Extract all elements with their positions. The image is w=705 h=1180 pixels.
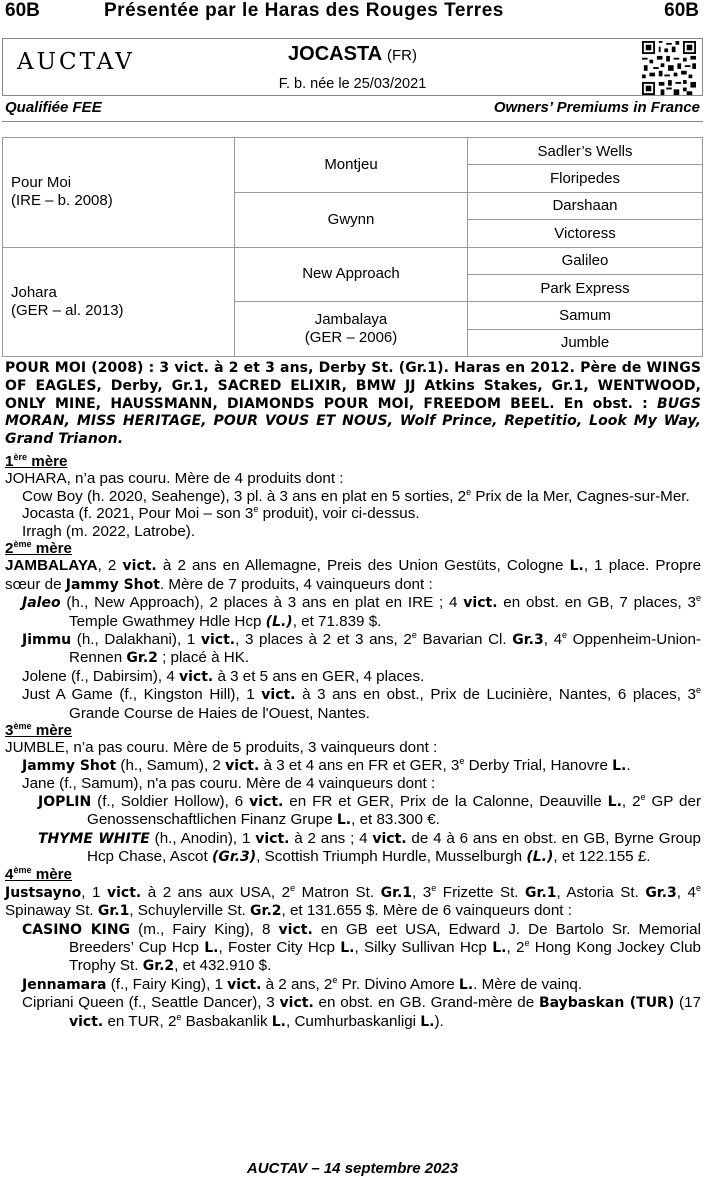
pedigree-g3-4: Victoress — [468, 220, 703, 247]
horse-name — [3, 43, 702, 66]
fourth-dam-intro: Justsayno, 1 vict. à 2 ans aux USA, 2e Matron St. Gr.1, 3e Frizette St. Gr.1, Astoria St. Gr.3, 4e Spinaway St. Gr.1, Schuylerville St. Gr.2, et 131.655 $. Mère de 6 vainqueurs dont : — [5, 882, 701, 920]
produce-casino-king: CASINO KING (m., Fairy King), 8 vict. en GB eet USA, Edward J. De Bartolo Sr. Memorial Breeders’ Cup Hcp L., Foster City Hcp L., Silky Sullivan Hcp L., 2e Hong Kong Jockey Club Trophy St. Gr.2, et 432.910 $. — [22, 920, 701, 975]
qualifier-premiums: Owners’ Premiums in France — [493, 99, 700, 116]
produce-jennamara: Jennamara (f., Fairy King), 1 vict. à 2 ans, 2e Pr. Divino Amore L.. Mère de vainq. — [22, 974, 583, 993]
first-dam-heading: 1ère mère — [5, 451, 68, 470]
third-dam-heading: 3ème mère — [5, 721, 72, 740]
pedigree-g3-5: Galileo — [468, 247, 703, 274]
lot-number-left: 60B — [5, 0, 40, 21]
produce-jammy-shot: Jammy Shot (h., Samum), 2 vict. à 3 et 4 ans en FR et GER, 3e Derby Trial, Hanovre L.. — [22, 755, 631, 774]
second-dam-intro: JAMBALAYA, 2 vict. à 2 ans en Allemagne, Preis des Union Gestüts, Cologne L., 1 place. Propre sœur de Jammy Shot. Mère de 7 produits, 4 vainqueurs dont : — [5, 557, 702, 593]
produce-irragh: Irragh (m. 2022, Latrobe). — [22, 522, 196, 540]
produce-thyme-white: THYME WHITE (h., Anodin), 1 vict. à 2 ans ; 4 vict. de 4 à 6 ans en obst. en GB, Byrne Group Hcp Chase, Ascot (Gr.3), Scottish Triumph Hurdle, Musselburgh (L.), et 122.155 £. — [38, 829, 701, 865]
pedigree-g3-1: Sadler’s Wells — [468, 138, 703, 165]
pedigree-g3-8: Jumble — [468, 329, 703, 356]
produce-jocasta: Jocasta (f. 2021, Pour Moi – son 3e produit), voir ci-dessus. — [22, 504, 420, 523]
page-header — [0, 0, 705, 26]
pedigree-table — [2, 137, 703, 357]
pedigree-g3-2: Floripedes — [468, 165, 703, 192]
pedigree-dam-dam: Jambalaya (GER – 2006) — [235, 302, 468, 357]
lot-number-right: 60B — [664, 0, 699, 21]
divider — [2, 121, 703, 122]
third-dam-intro: JUMBLE, n’a pas couru. Mère de 5 produits, 3 vainqueurs dont : — [5, 739, 438, 757]
produce-joplin: JOPLIN (f., Soldier Hollow), 6 vict. en FR et GER, Prix de la Calonne, Deauville L., 2e GP der Genossenschaftlichen Finanz Grupe L., et 83.300 €. — [38, 791, 701, 829]
horse-country: (FR) — [386, 47, 417, 64]
pedigree-g3-7: Samum — [468, 302, 703, 329]
first-dam-intro: JOHARA, n’a pas couru. Mère de 4 produits dont : — [5, 470, 344, 488]
pedigree-sire: Pour Moi (IRE – b. 2008) — [3, 138, 235, 248]
fourth-dam-heading: 4ème mère — [5, 865, 72, 884]
produce-jane: Jane (f., Samum), n'a pas couru. Mère de 4 vainqueurs dont : — [22, 775, 436, 793]
auctav-logo: AUCTAV — [17, 49, 135, 75]
second-dam-heading: 2ème mère — [5, 538, 72, 558]
catalogue-text — [5, 360, 701, 1031]
identity-box — [2, 38, 703, 96]
pedigree-dam-sire: New Approach — [235, 247, 468, 302]
qualifier-fee: Qualifiée FEE — [5, 99, 102, 116]
pedigree-g3-6: Park Express — [468, 274, 703, 301]
produce-jolene: Jolene (f., Dabirsim), 4 vict. à 3 et 5 ans en GER, 4 places. — [22, 667, 425, 685]
pedigree-sire-dam: Gwynn — [235, 192, 468, 247]
presented-by: Présentée par le Haras des Rouges Terres — [104, 0, 504, 21]
horse-name-text: JOCASTA — [288, 43, 382, 65]
page-footer: AUCTAV – 14 septembre 2023 — [246, 1160, 459, 1177]
produce-just-a-game: Just A Game (f., Kingston Hill), 1 vict. à 3 ans en obst., Prix de Lucinière, Nantes, 6 places, 3e Grande Course de Haies de l'Ouest, Nantes. — [22, 685, 701, 722]
qr-code-icon[interactable] — [642, 41, 696, 95]
pedigree-g3-3: Darshaan — [468, 192, 703, 219]
pedigree-sire-sire: Montjeu — [235, 138, 468, 193]
produce-jimmu: Jimmu (h., Dalakhani), 1 vict., 3 places à 2 et 3 ans, 2e Bavarian Cl. Gr.3, 4e Oppenheim-Union-Rennen Gr.2 ; placé à HK. — [22, 629, 701, 667]
produce-jaleo: Jaleo (h., New Approach), 2 places à 3 ans en plat en IRE ; 4 vict. en obst. en GB, 7 places, 3e Temple Gwathmey Hdle Hcp (L.), et 71.839 $. — [22, 593, 701, 630]
horse-subtitle: F. b. née le 25/03/2021 — [278, 76, 427, 92]
pedigree-dam: Johara (GER – al. 2013) — [3, 247, 235, 357]
sire-paragraph: POUR MOI (2008) : 3 vict. à 2 et 3 ans, Derby St. (Gr.1). Haras en 2012. Père de WINGS OF EAGLES, Derby, Gr.1, SACRED ELIXIR, BMW JJ Atkins Stakes, Gr.1, WENTWOOD, ONLY MINE, HAUSSMANN, DIAMONDS POUR MOI, FREEDOM BEEL. En obst. : BUGS MORAN, MISS HERITAGE, POUR VOUS ET NOUS, Wolf Prince, Repetitio, Look My Way, Grand Trianon. — [5, 360, 701, 448]
produce-cipriani-queen: Cipriani Queen (f., Seattle Dancer), 3 vict. en obst. en GB. Grand-mère de Baybaskan (TUR) (17 vict. en TUR, 2e Basbakanlik L., Cumhurbaskanligi L.). — [22, 994, 701, 1030]
produce-cow-boy: Cow Boy (h. 2020, Seahenge), 3 pl. à 3 ans en plat en 5 sorties, 2e Prix de la Mer, Cagnes-sur-Mer. — [22, 486, 690, 505]
